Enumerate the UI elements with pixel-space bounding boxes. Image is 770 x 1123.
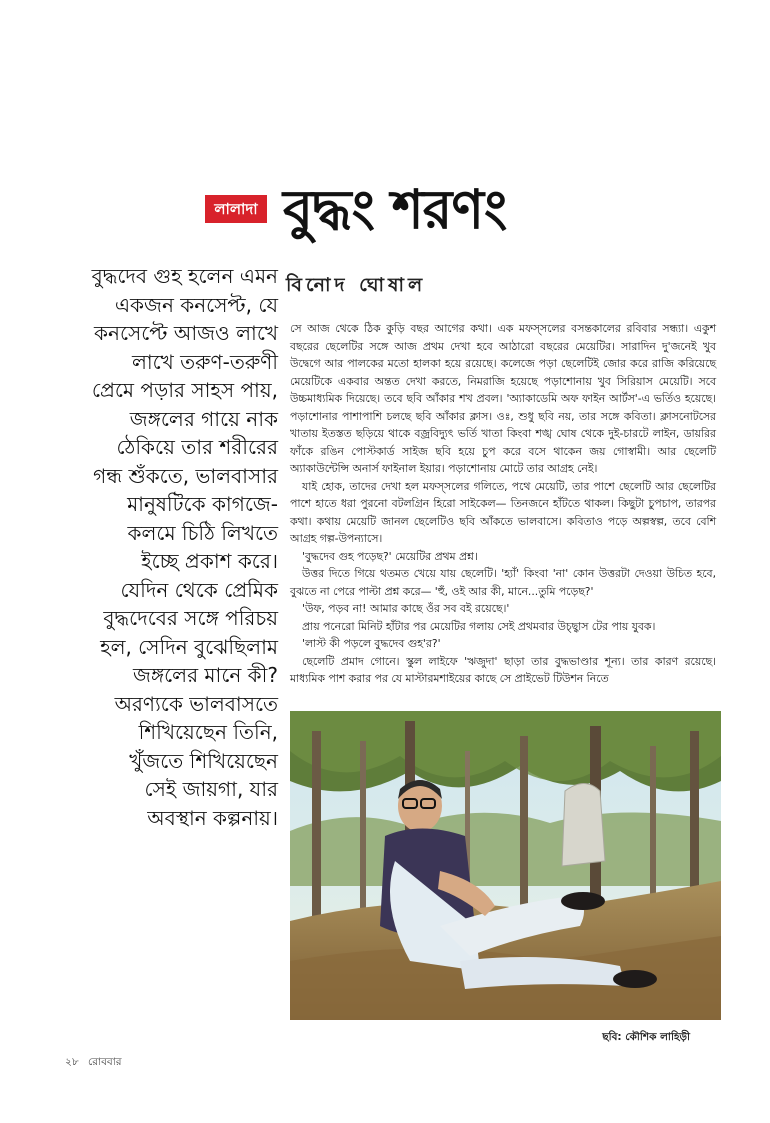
pull-quote-line: জঙ্গলের মানে কী? [132,663,278,687]
pull-quote-line: অরণ্যকে ভালবাসতে [114,691,278,716]
page-footer [65,1055,122,1072]
pull-quote-line: ঠেকিয়ে তার শরীরের [116,435,278,459]
pull-quote-line: জঙ্গলের গায়ে নাক [129,406,278,431]
body-paragraph: সে আজ থেকে ঠিক কুড়ি বছর আগের কথা। এক মফস্সলের বসন্তকালের রবিবার সন্ধ্যা। একুশ বছরের ছেলেটির সঙ্গে আজ প্রথম দেখা হবে আঠারো বছরের মেয়েটির। সারাদিন দু'জনেই খুব উদ্বেগে আর পালকের মতো হালকা হয়ে রয়েছে। কলেজে পড়া ছেলেটিই জোর করে রাজি করিয়েছে মেয়েটিকে একবার অন্তত দেখা করতে, নিমরাজি হয়েছে পড়াশোনায় খুব সিরিয়াস মেয়েটি। সবে উচ্চমাধ্যমিক দিয়েছে। তবে ছবি আঁকার শখ প্রবল। 'অ্যাকাডেমি অফ ফাইন আর্টস'-এ ভর্তিও হয়েছে। পড়াশোনার পাশাপাশি চলছে ছবি আঁকার ক্লাস। ওঃ, শুধু ছবি নয়, তার সঙ্গে কবিতা। ক্লাসনোটসের খাতায় ইতস্তত ছড়িয়ে থাকে বজ্রবিদ্যুৎ ভর্তি খাতা কিংবা শঙ্খ ঘোষ থেকে দুই-চারটে লাইন, ডায়রির ফাঁকে রঙিন পোস্টকার্ড সাইজ ছবি হয়ে চুপ করে বসে থাকেন জয় গোস্বামী। আর ছেলেটি অ্যাকাউন্টেন্সি অনার্স ফাইনাল ইয়ার। পড়াশোনায় মোটে তার আগ্রহ নেই। [290,322,716,475]
pull-quote-line: কলমে চিঠি লিখতে [127,520,278,545]
pull-quote-line: সেই জায়গা, যার [144,777,278,801]
pull-quote-line: যেদিন থেকে প্রেমিক [120,577,278,602]
pull-quote-line: বুদ্ধদেবের সঙ্গে পরিচয় [103,606,278,630]
body-paragraph: উত্তর দিতে গিয়ে থতমত খেয়ে যায় ছেলেটি। 'হ্যাঁ' কিংবা 'না' কোন উত্তরটা দেওয়া উচিত হবে, বুঝতে না পেরে পাল্টা প্রশ্ন করে— 'হুঁ, ওই আর কী, মানে...তুমি পড়েছ?' [290,567,716,598]
pull-quote-line: মানুষটিকে কাগজে- [127,492,278,516]
body-paragraph: 'লাস্ট কী পড়লে বুদ্ধদেব গুহ'র?' [302,637,441,650]
pull-quote-line: গন্ধ শুঁকতে, ভালবাসার [93,463,278,488]
pull-quote-line: ইচ্ছে প্রকাশ করে। [141,549,278,573]
pull-quote-line: একজন কনসেপ্ট, যে [114,292,278,317]
body-paragraph: যাই হোক, তাদের দেখা হল মফস্সলের গলিতে, পথে মেয়েটি, তার পাশে ছেলেটি আর ছেলেটির পাশে হাতে ধরা পুরনো বটলগ্রিন হিরো সাইকেল— তিনজনে হাঁটতে থাকল। কিছুটা চুপচাপ, তারপর কথা। কথায় মেয়েটি জানল ছেলেটিও ছবি আঁকতে ভালবাসে। কবিতাও পড়ে অল্পস্বল্প, তবে বেশি আগ্রহ গল্প-উপন্যাসে। [290,479,716,545]
pull-quote-line: অবস্থান কল্পনায়। [147,805,278,830]
forest-photo-illustration [290,711,721,1020]
body-paragraph: 'উফ, পড়ব না! আমার কাছে ওঁর সব বই রয়েছে।' [302,602,510,615]
pull-quote-line: বুদ্ধদেব গুহ হলেন এমন [91,264,278,288]
author-photo [290,711,721,1020]
body-paragraph: 'বুদ্ধদেব গুহ পড়েছ?' মেয়েটির প্রথম প্রশ্ন। [302,549,478,563]
article-title: বুদ্ধং শরণং [283,178,507,241]
pull-quote-line: শিখিয়েছেন তিনি, [138,720,278,744]
magazine-name: রোববার [87,1056,122,1068]
author-byline: বিনোদ ঘোষাল [286,274,427,296]
article-body [290,320,716,688]
section-tag: লালাদা [205,195,267,223]
body-paragraph: ছেলেটি প্রমাদ গোনে। স্কুল লাইফে 'ঋজুদা' ছাড়া তার বুদ্ধভাণ্ডার শূন্য। তার কারণ রয়েছে। মাধ্যমিক পাশ করার পর যে মাস্টারমশাইয়ের কাছে সে প্রাইভেট টিউশন নিতে [290,654,716,685]
photo-caption: ছবি: কৌশিক লাহিড়ী [602,1031,690,1043]
pull-quote-line: কনসেপ্টে আজও লাখে [94,321,278,345]
page-number: ২৮ [65,1056,79,1068]
body-paragraph: প্রায় পনেরো মিনিট হাঁটার পর মেয়েটির গলায় সেই প্রথমবার উচ্ছ্বাস টের পায় যুবক। [302,619,656,633]
pull-quote-line: প্রেমে পড়ার সাহস পায়, [91,378,278,402]
pull-quote-line: লাখে তরুণ-তরুণী [131,349,278,374]
pull-quote-line: খুঁজতে শিখিয়েছেন [129,748,278,773]
pull-quote-line: হল, সেদিন বুঝেছিলাম [100,634,278,659]
pull-quote [70,262,278,832]
